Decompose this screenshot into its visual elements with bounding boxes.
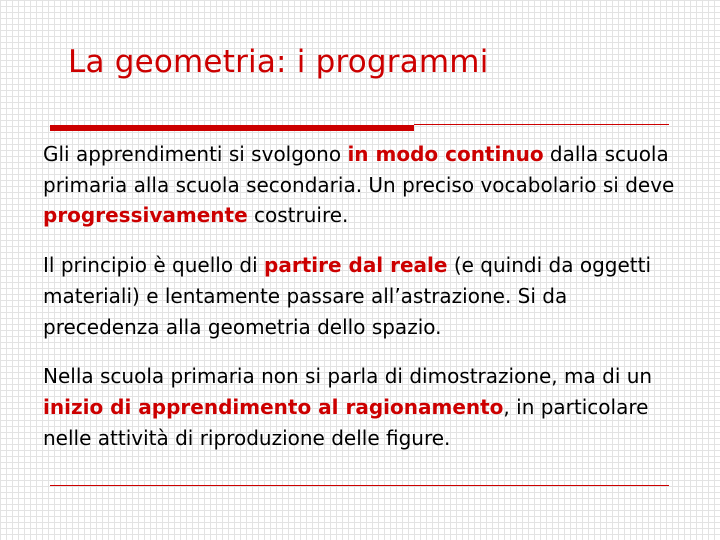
paragraph-2-emphasis: partire dal reale <box>264 253 448 278</box>
paragraph-2 <box>43 250 683 342</box>
paragraph-3-run: , in particolare nelle attività di riproduzione delle figure. <box>43 394 649 450</box>
slide-body <box>43 139 683 472</box>
paragraph-1-run: costruire. <box>247 203 349 228</box>
title-underline-thick <box>50 125 414 131</box>
bottom-rule <box>50 485 669 486</box>
paragraph-1-emphasis: progressivamente <box>43 203 248 228</box>
paragraph-3 <box>43 361 683 453</box>
paragraph-1-run: Gli apprendimenti si svolgono <box>43 142 348 166</box>
paragraph-2-run: (e quindi da oggetti materiali) e lentamente passare all’astrazione. Si da precedenza alla geometria dello spazio. <box>43 253 651 339</box>
title-underline-thin <box>414 124 669 125</box>
paragraph-2-run: Il principio è quello di <box>43 253 265 278</box>
slide-title: La geometria: i programmi <box>68 44 489 80</box>
paragraph-3-run: Nella scuola primaria non si parla di dimostrazione, ma di un <box>43 364 653 389</box>
paragraph-1-run: dalla scuola primaria alla scuola secondaria. Un preciso vocabolario si deve <box>43 142 675 197</box>
paragraph-1 <box>43 139 683 231</box>
paragraph-3-emphasis: inizio di apprendimento al ragionamento <box>43 394 504 419</box>
paragraph-1-emphasis: in modo continuo <box>347 142 544 166</box>
